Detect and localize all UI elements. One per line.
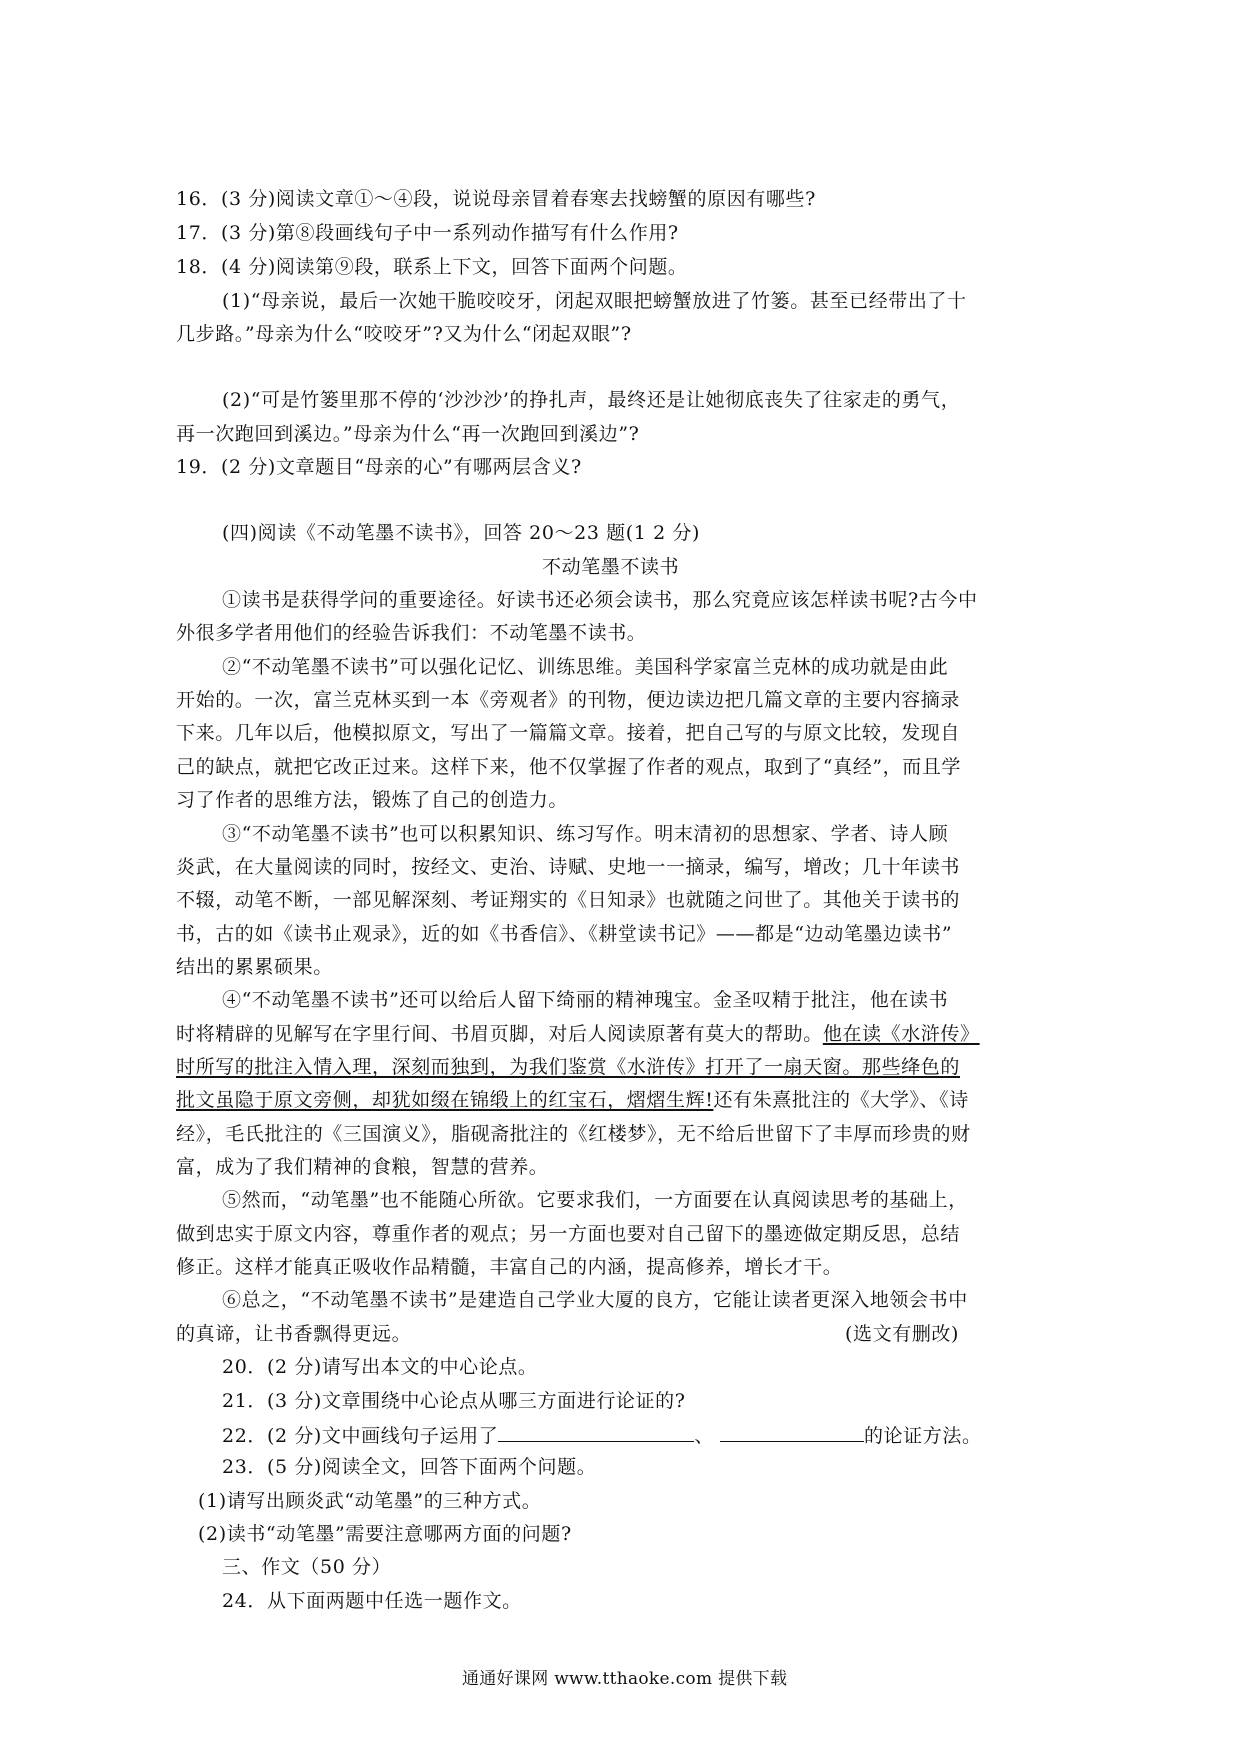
paragraph-3-line2: 炎武，在大量阅读的同时，按经文、吏治、诗赋、史地一一摘录，编写，增改；几十年读书 xyxy=(176,856,961,878)
paragraph-4-line4 xyxy=(176,1089,969,1111)
paragraph-2-line4: 己的缺点，就把它改正过来。这样下来，他不仅掌握了作者的观点，取到了“真经”，而且学 xyxy=(176,756,962,778)
question-24: 24．从下面两题中任选一题作文。 xyxy=(222,1590,522,1612)
underlined-sentence: 他在读《水浒传》 xyxy=(822,1023,980,1045)
source-note: (选文有删改) xyxy=(845,1323,960,1345)
paragraph-4-text: 还有朱熹批注的《大学》、《诗 xyxy=(713,1089,969,1111)
question-22-text: 22．(2 分)文中画线句子运用了 xyxy=(222,1425,499,1447)
paragraph-3-line4: 书，古的如《读书止观录》，近的如《书香信》、《耕堂读书记》——都是“边动笔墨边读书” xyxy=(176,923,953,945)
question-23: 23．(5 分)阅读全文，回答下面两个问题。 xyxy=(222,1456,597,1478)
question-22-suffix: 的论证方法。 xyxy=(863,1425,982,1447)
article-title: 不动笔墨不读书 xyxy=(542,556,680,578)
paragraph-1-line2: 外很多学者用他们的经验告诉我们：不动笔墨不读书。 xyxy=(176,622,647,644)
paragraph-2-line5: 习了作者的思维方法，锻炼了自己的创造力。 xyxy=(176,789,569,811)
paragraph-3-line3: 不辍，动笔不断，一部见解深刻、考证翔实的《日知录》也就随之问世了。其他关于读书的 xyxy=(176,889,961,911)
paragraph-1-line1: ①读书是获得学问的重要途径。好读书还必须会读书，那么究竟应该怎样读书呢?古今中 xyxy=(222,589,978,611)
question-17: 17．(3 分)第⑧段画线句子中一系列动作描写有什么作用? xyxy=(176,222,679,244)
paragraph-2-line3: 下来。几年以后，他模拟原文，写出了一篇篇文章。接着，把自己写的与原文比较，发现自 xyxy=(176,722,961,744)
question-19: 19．(2 分)文章题目“母亲的心”有哪两层含义? xyxy=(176,456,582,478)
paragraph-6-line1: ⑥总之，“不动笔墨不读书”是建造自己学业大厦的良方，它能让读者更深入地领会书中 xyxy=(222,1289,968,1311)
paragraph-5-line3: 修正。这样才能真正吸收作品精髓，丰富自己的内涵，提高修养，增长才干。 xyxy=(176,1256,843,1278)
question-23-1: (1)请写出顾炎武“动笔墨”的三种方式。 xyxy=(198,1490,542,1512)
paragraph-4-line2 xyxy=(176,1023,980,1045)
paragraph-4-line1: ④“不动笔墨不读书”还可以给后人留下绮丽的精神瑰宝。金圣叹精于批注，他在读书 xyxy=(222,989,949,1011)
paragraph-6-line2: 的真谛，让书香飘得更远。 xyxy=(176,1323,412,1345)
answer-blank-2[interactable] xyxy=(720,1423,864,1442)
question-22 xyxy=(222,1423,982,1447)
question-22-separator: 、 xyxy=(694,1425,714,1447)
section-3-heading: 三、作文（50 分） xyxy=(222,1556,392,1578)
paragraph-3-line1: ③“不动笔墨不读书”也可以积累知识、练习写作。明末清初的思想家、学者、诗人顾 xyxy=(222,823,949,845)
paragraph-4-line6: 富，成为了我们精神的食粮，智慧的营养。 xyxy=(176,1156,549,1178)
answer-blank-1[interactable] xyxy=(498,1423,694,1442)
underlined-sentence: 批文虽隐于原文旁侧，却犹如缀在锦缎上的红宝石，熠熠生辉! xyxy=(176,1089,714,1111)
question-18-2-line1: (2)“可是竹篓里那不停的‘沙沙沙’的挣扎声，最终还是让她彻底丧失了往家走的勇气， xyxy=(222,389,961,411)
question-20: 20．(2 分)请写出本文的中心论点。 xyxy=(222,1356,538,1378)
question-18-1-line2: 几步路。”母亲为什么“咬咬牙”?又为什么“闭起双眼”? xyxy=(176,323,632,345)
question-21: 21．(3 分)文章围绕中心论点从哪三方面进行论证的? xyxy=(222,1390,686,1412)
footer-download-note: 通通好课网 www.tthaoke.com 提供下载 xyxy=(462,1669,788,1689)
question-18-1-line1: (1)“母亲说，最后一次她干脆咬咬牙，闭起双眼把螃蟹放进了竹篓。甚至已经带出了十 xyxy=(222,290,967,312)
question-23-2: (2)读书“动笔墨”需要注意哪两方面的问题? xyxy=(198,1523,572,1545)
paragraph-5-line1: ⑤然而，“动笔墨”也不能随心所欲。它要求我们，一方面要在认真阅读思考的基础上， xyxy=(222,1189,968,1211)
question-18-2-line2: 再一次跑回到溪边。”母亲为什么“再一次跑回到溪边”? xyxy=(176,423,640,445)
question-16: 16．(3 分)阅读文章①～④段，说说母亲冒着春寒去找螃蟹的原因有哪些? xyxy=(176,188,816,210)
paragraph-2-line1: ②“不动笔墨不读书”可以强化记忆、训练思维。美国科学家富兰克林的成功就是由此 xyxy=(222,656,949,678)
paragraph-4-line5: 经》，毛氏批注的《三国演义》，脂砚斋批注的《红楼梦》，无不给后世留下了丰厚而珍贵的财 xyxy=(176,1123,971,1145)
question-18: 18．(4 分)阅读第⑨段，联系上下文，回答下面两个问题。 xyxy=(176,256,688,278)
paragraph-4-text: 时将精辟的见解写在字里行间、书眉页脚，对后人阅读原著有莫大的帮助。 xyxy=(176,1023,823,1045)
paragraph-5-line2: 做到忠实于原文内容，尊重作者的观点；另一方面也要对自己留下的墨迹做定期反思，总结 xyxy=(176,1223,961,1245)
paragraph-3-line5: 结出的累累硕果。 xyxy=(176,956,333,978)
paragraph-2-line2: 开始的。一次，富兰克林买到一本《旁观者》的刊物，便边读边把几篇文章的主要内容摘录 xyxy=(176,689,961,711)
underlined-sentence: 时所写的批注入情入理，深刻而独到，为我们鉴赏《水浒传》打开了一扇天窗。那些绛色的 xyxy=(176,1056,961,1078)
section-4-intro: (四)阅读《不动笔墨不读书》，回答 20～23 题(1 2 分) xyxy=(222,522,701,544)
